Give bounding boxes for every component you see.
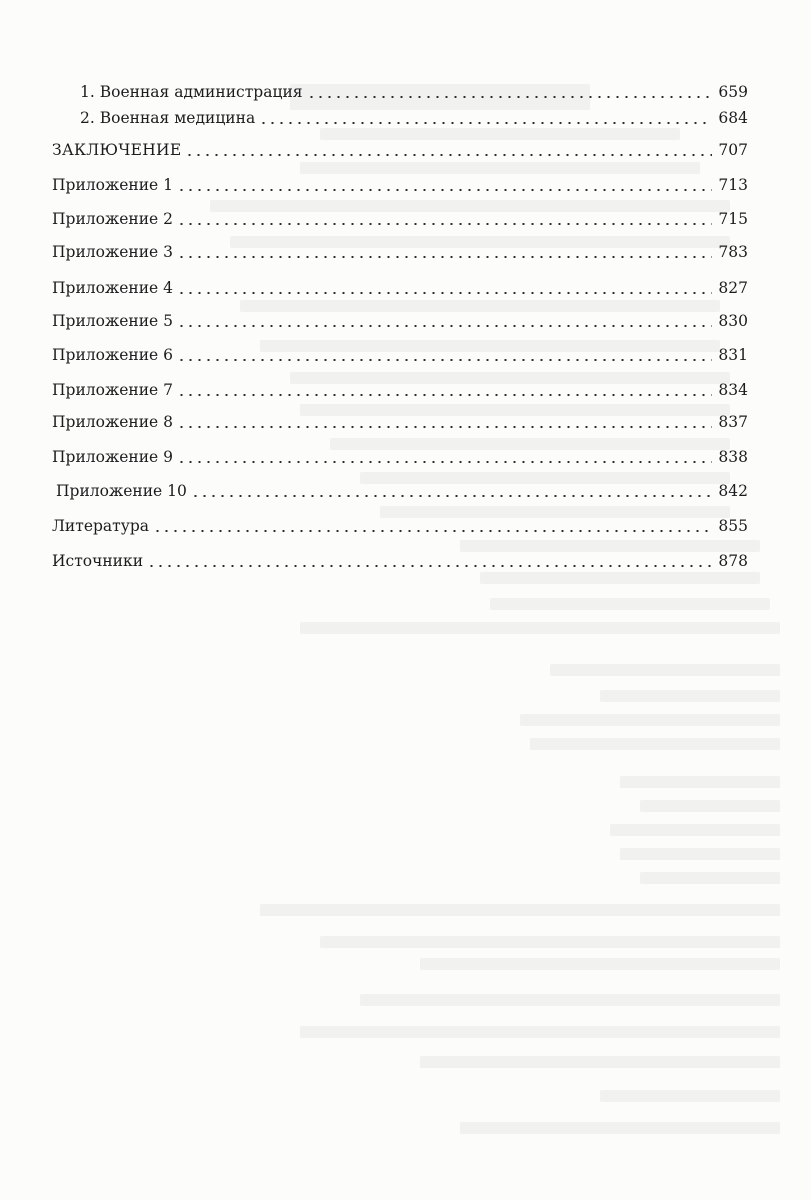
dot-leader: [177, 189, 712, 191]
toc-entry-appendix-3[interactable]: [52, 236, 748, 262]
toc-entry-label: 2. Военная медицина: [80, 109, 256, 127]
toc-entry-page: 855: [718, 517, 748, 535]
toc-entry-label: Литература: [52, 517, 150, 535]
dot-leader: [177, 461, 712, 463]
toc-entry-appendix-8[interactable]: [52, 406, 748, 432]
toc-entry-label: Источники: [52, 552, 144, 570]
dot-leader: [177, 256, 712, 258]
toc-entry-page: 707: [718, 141, 748, 159]
dot-leader: [177, 394, 712, 396]
toc-entry-page: 830: [718, 312, 748, 330]
dot-leader: [185, 154, 712, 156]
toc-entry-page: 837: [718, 413, 748, 431]
toc-entry-label: Приложение 9: [52, 448, 174, 466]
dot-leader: [177, 292, 712, 294]
toc-entry-page: 783: [718, 243, 748, 261]
toc-entry-appendix-6[interactable]: [52, 339, 748, 365]
toc-entry-label: Приложение 1: [52, 176, 174, 194]
toc-entry-page: 838: [718, 448, 748, 466]
toc-entry-page: 831: [718, 346, 748, 364]
toc-entry-label: 1. Военная администрация: [80, 83, 303, 101]
dot-leader: [177, 426, 712, 428]
toc-entry-label: Приложение 7: [52, 381, 174, 399]
toc-entry-page: 834: [718, 381, 748, 399]
toc-entry-appendix-4[interactable]: [52, 272, 748, 298]
toc-entry-military-medicine[interactable]: [52, 102, 748, 128]
toc-entry-appendix-9[interactable]: [52, 441, 748, 467]
toc-entry-label: Приложение 3: [52, 243, 174, 261]
toc-entry-appendix-5[interactable]: [52, 305, 748, 331]
dot-leader: [177, 359, 712, 361]
toc-entry-label: Приложение 10: [56, 482, 187, 500]
dot-leader: [147, 565, 712, 567]
toc-entry-appendix-7[interactable]: [52, 374, 748, 400]
toc-entry-page: 684: [718, 109, 748, 127]
toc-entry-label: Приложение 2: [52, 210, 174, 228]
toc-entry-literature[interactable]: [52, 510, 748, 536]
toc-entry-appendix-10[interactable]: [52, 475, 748, 501]
toc-entry-label: Приложение 8: [52, 413, 174, 431]
toc-entry-label: Приложение 6: [52, 346, 174, 364]
dot-leader: [307, 96, 713, 98]
toc-entry-page: 713: [718, 176, 748, 194]
dot-leader: [191, 495, 713, 497]
toc-entry-sources[interactable]: [52, 545, 748, 571]
toc-entry-page: 878: [718, 552, 748, 570]
toc-entry-military-administration[interactable]: [52, 76, 748, 102]
toc-entry-label: Приложение 4: [52, 279, 174, 297]
dot-leader: [259, 122, 712, 124]
toc-entry-appendix-1[interactable]: [52, 169, 748, 195]
dot-leader: [153, 530, 712, 532]
toc-entry-label: Приложение 5: [52, 312, 174, 330]
toc-entry-page: 659: [718, 83, 748, 101]
dot-leader: [177, 223, 712, 225]
toc-entry-page: 842: [718, 482, 748, 500]
toc-entry-page: 827: [718, 279, 748, 297]
toc-entry-label: ЗАКЛЮЧЕНИЕ: [52, 141, 182, 159]
toc-entry-appendix-2[interactable]: [52, 203, 748, 229]
toc-entry-conclusion[interactable]: [52, 134, 748, 160]
toc-entry-page: 715: [718, 210, 748, 228]
dot-leader: [177, 325, 712, 327]
